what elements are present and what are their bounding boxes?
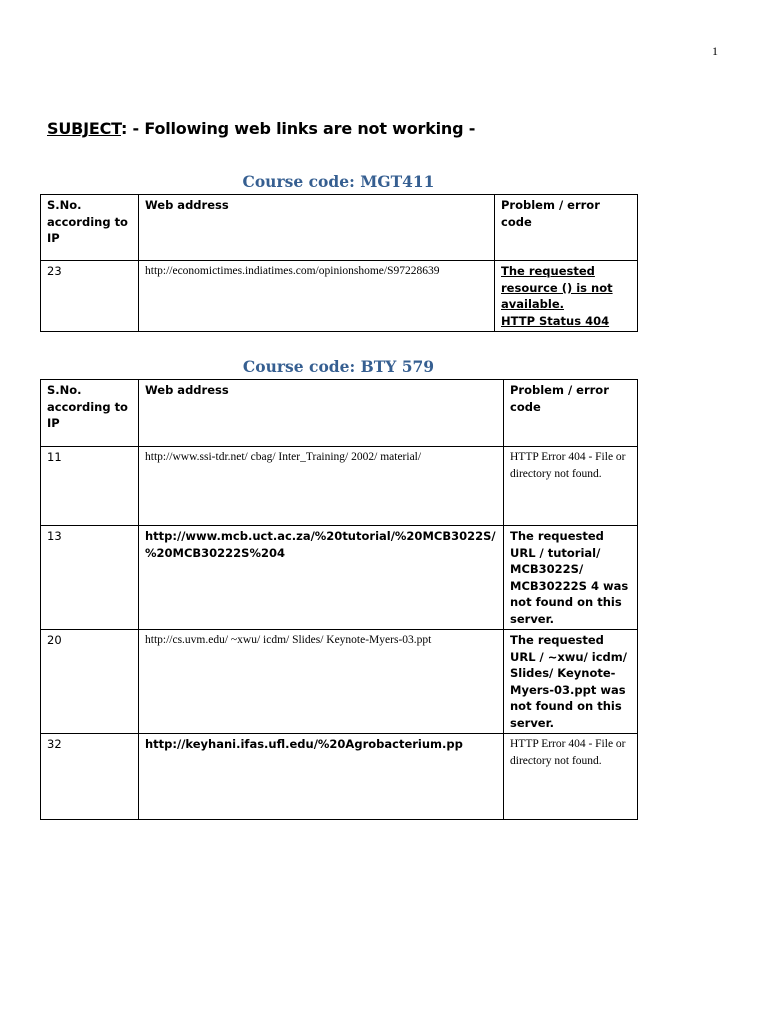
cell-sno: 32: [41, 734, 139, 820]
cell-error: HTTP Error 404 - File or directory not found.: [504, 734, 638, 820]
cell-error: The requested URL / ~xwu/ icdm/ Slides/ Keynote-Myers-03.ppt was not found on this server.: [504, 630, 638, 734]
table-row: [41, 734, 638, 820]
cell-url[interactable]: http://www.ssi-tdr.net/ cbag/ Inter_Training/ 2002/ material/: [139, 447, 504, 526]
header-sno: S.No. according to IP: [41, 195, 139, 261]
header-web-address: Web address: [139, 380, 504, 447]
course-heading-mgt411: Course code: MGT411: [242, 172, 435, 191]
header-problem: Problem / error code: [504, 380, 638, 447]
cell-error: [495, 261, 638, 332]
header-sno: S.No. according to IP: [41, 380, 139, 447]
cell-url[interactable]: http://keyhani.ifas.ufl.edu/%20Agrobacterium.pp: [139, 734, 504, 820]
subject-text: : - Following web links are not working -: [120, 119, 476, 138]
cell-sno: 11: [41, 447, 139, 526]
cell-url[interactable]: http://economictimes.indiatimes.com/opinionshome/S97228639: [139, 261, 495, 332]
cell-error: The requested URL / tutorial/ MCB3022S/ MCB30222S 4 was not found on this server.: [504, 526, 638, 630]
links-table-bty579: [40, 379, 638, 820]
cell-url[interactable]: http://cs.uvm.edu/ ~xwu/ icdm/ Slides/ Keynote-Myers-03.ppt: [139, 630, 504, 734]
error-status: HTTP Status 404: [501, 313, 610, 328]
table-header-row: [41, 380, 638, 447]
table-row: [41, 630, 638, 734]
course-heading-bty579: Course code: BTY 579: [242, 357, 435, 376]
cell-sno: 20: [41, 630, 139, 734]
table-row: [41, 526, 638, 630]
header-web-address: Web address: [139, 195, 495, 261]
table-row: [41, 447, 638, 526]
table-header-row: [41, 195, 638, 261]
subject-line: [47, 119, 475, 138]
cell-error: HTTP Error 404 - File or directory not found.: [504, 447, 638, 526]
cell-sno: 13: [41, 526, 139, 630]
error-message: The requested resource () is not available.: [501, 264, 613, 311]
cell-url[interactable]: http://www.mcb.uct.ac.za/%20tutorial/%20MCB3022S/ %20MCB30222S%204: [139, 526, 504, 630]
page-number: 1: [712, 44, 718, 58]
header-problem: Problem / error code: [495, 195, 638, 261]
subject-label: SUBJECT: [47, 119, 121, 138]
links-table-mgt411: [40, 194, 638, 332]
table-row: [41, 261, 638, 332]
cell-sno: 23: [41, 261, 139, 332]
